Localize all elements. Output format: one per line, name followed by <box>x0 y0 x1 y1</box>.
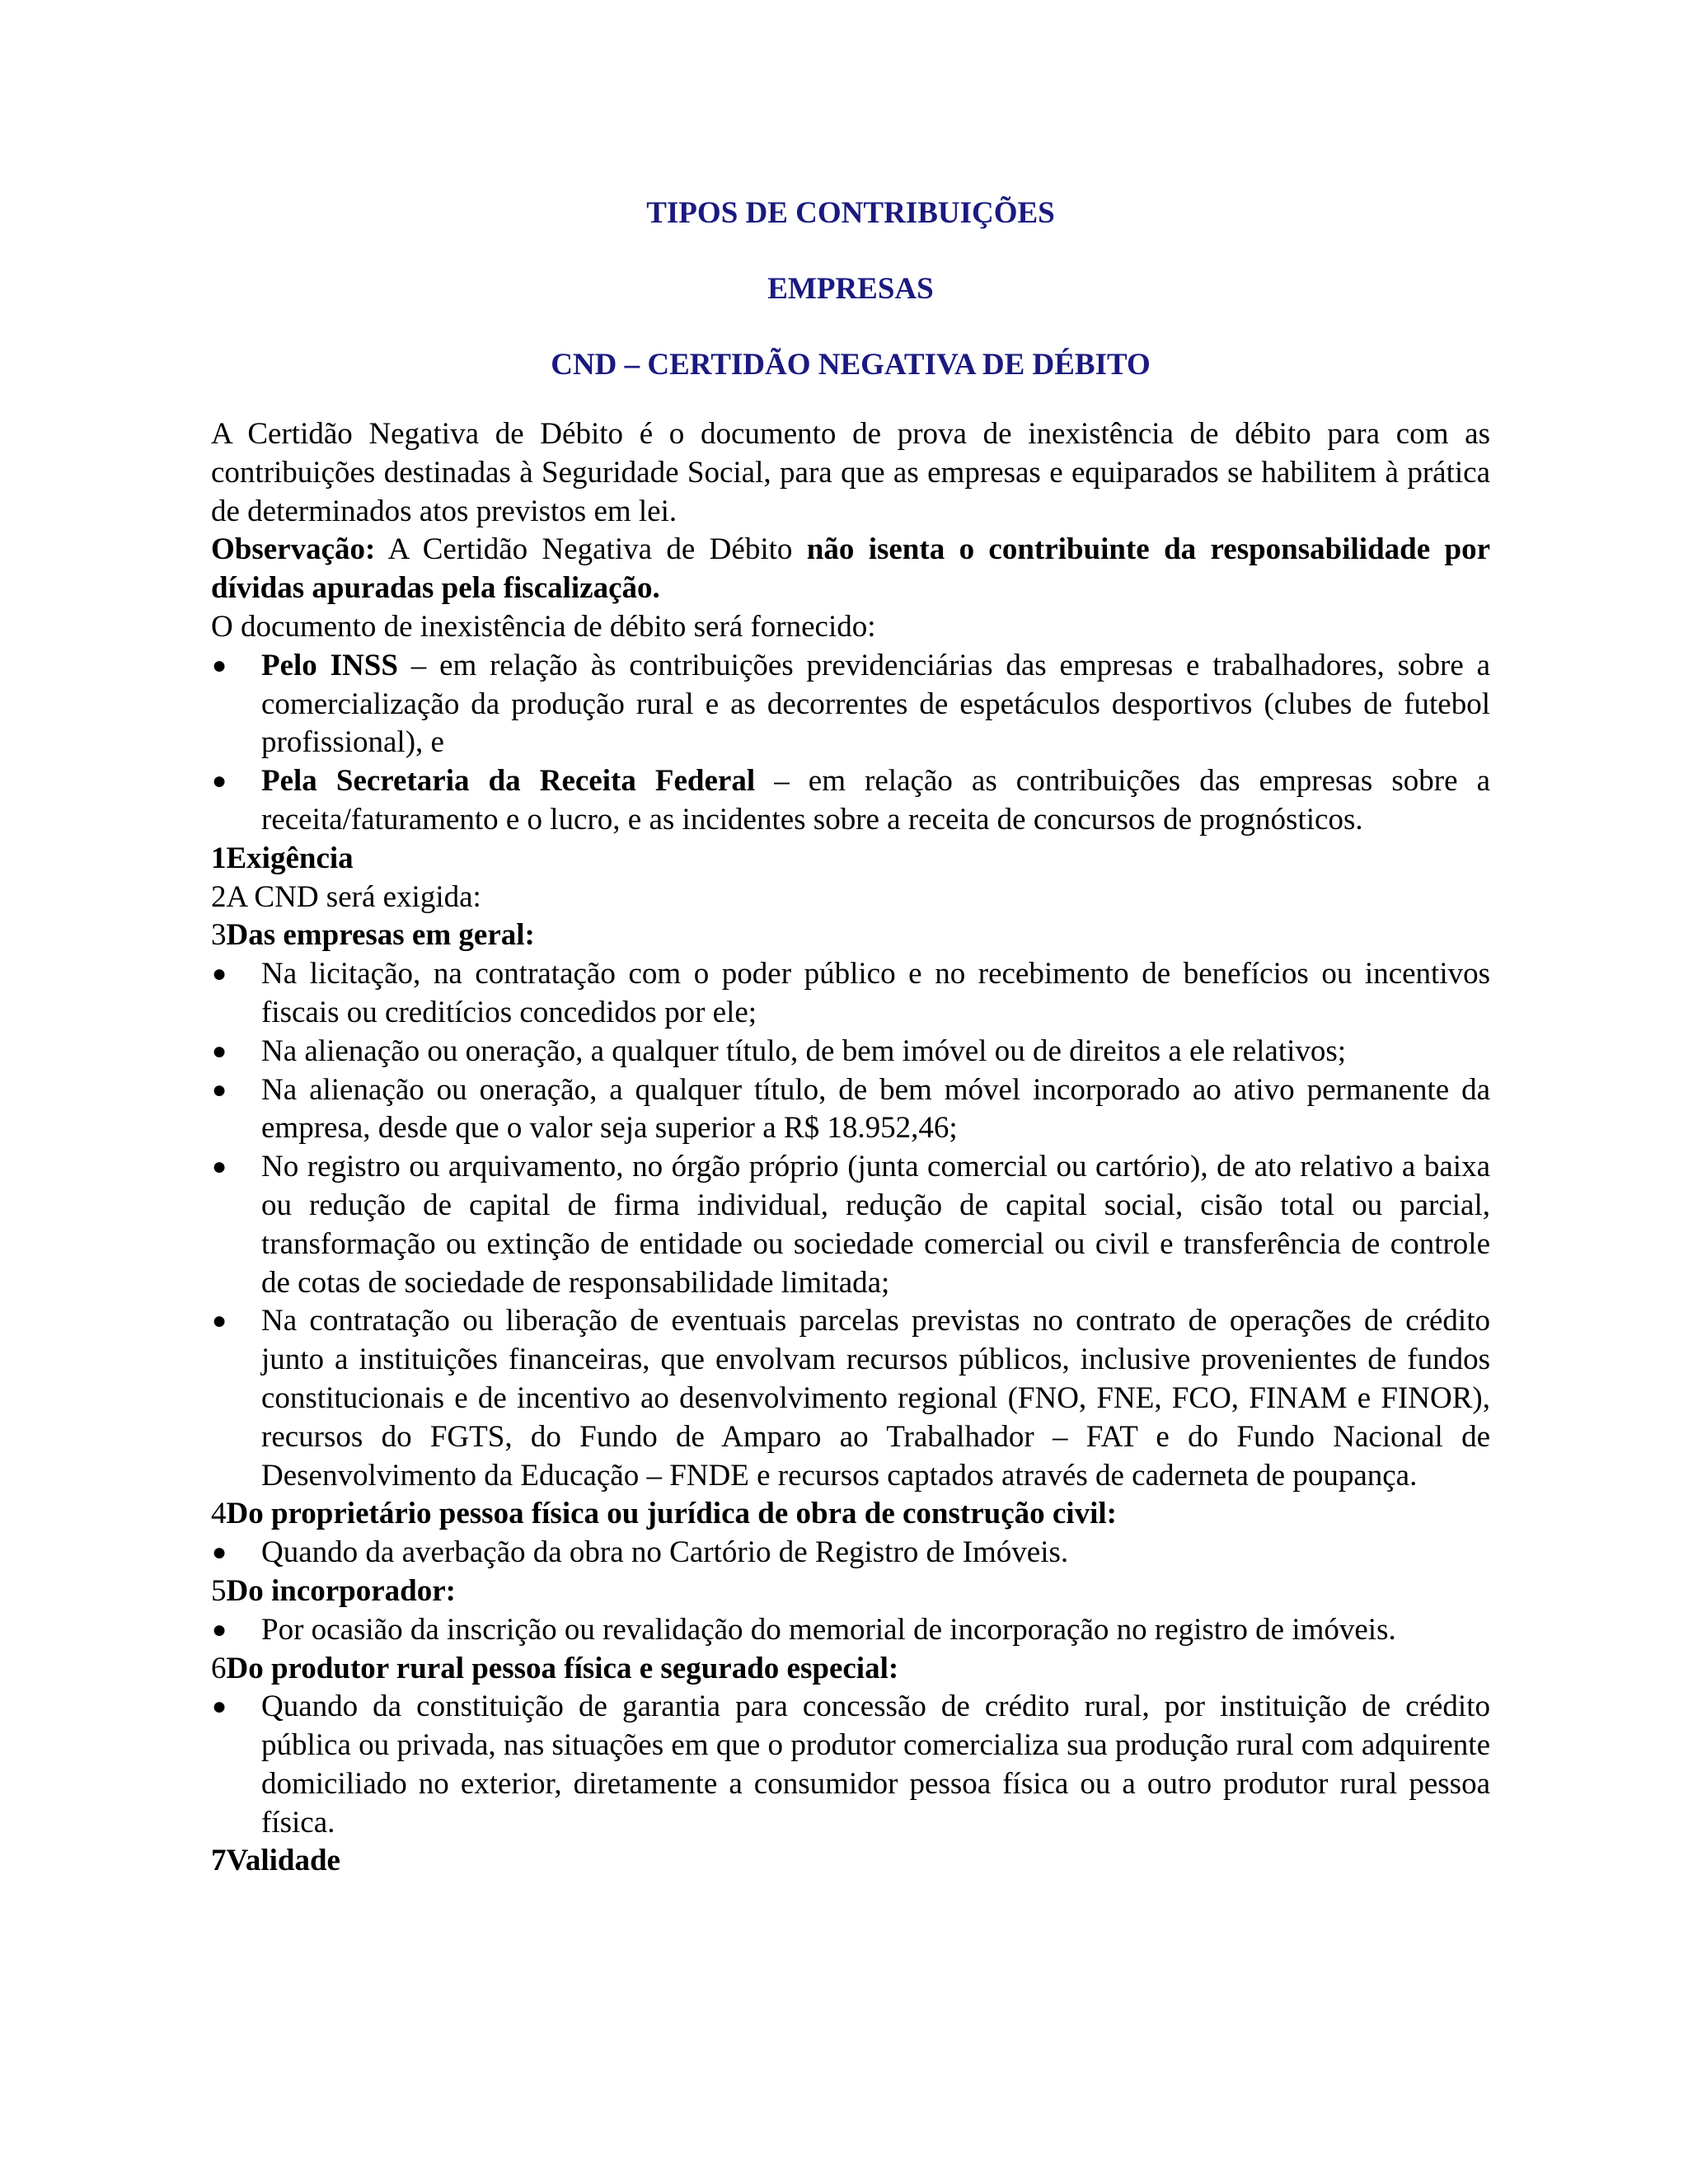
observation-bold-text: não isenta o contribuinte da responsabilidade por dívidas apuradas pela fiscalização. <box>211 532 1491 606</box>
list-item-text: Por ocasião da inscrição ou revalidação do memorial de incorporação no registro de imóveis. <box>261 1612 1396 1647</box>
section-2-text: 2A CND será exigida: <box>211 879 481 914</box>
provider-text: – em relação às contribuições previdenciárias das empresas e trabalhadores, sobre a comercialização da produção rural e as decorrentes de espetáculos desportivos (clubes de futebol profissional), e <box>261 648 1490 760</box>
intro-paragraph: A Certidão Negativa de Débito é o documento de prova de inexistência de débito para com as contribuições destinadas à Seguridade Social, para que as empresas e equiparados se habilitem à prática de determinados atos previstos em lei. <box>211 417 1490 528</box>
list-item <box>211 1148 1490 1302</box>
list-item <box>211 647 1490 762</box>
bullet-icon: ● <box>212 960 227 988</box>
bullet-icon: ● <box>212 1153 227 1181</box>
list-item <box>211 1688 1490 1842</box>
list-item <box>211 1302 1490 1495</box>
section-5-list <box>211 1611 1490 1650</box>
section-1-heading: 1Exigência <box>211 841 354 875</box>
provided-paragraph: O documento de inexistência de débito será fornecido: <box>211 609 876 644</box>
providers-list <box>211 647 1490 840</box>
observation-paragraph <box>211 531 1490 608</box>
list-item-text: Na alienação ou oneração, a qualquer título, de bem imóvel ou de direitos a ele relativos; <box>261 1033 1347 1068</box>
section-7-heading: 7Validade <box>211 1844 340 1878</box>
list-item <box>211 1033 1490 1071</box>
list-item <box>211 1534 1490 1572</box>
bullet-icon: ● <box>212 767 227 795</box>
list-item-text: Na alienação ou oneração, a qualquer título, de bem móvel incorporado ao ativo permanente da empresa, desde que o valor seja superior a R$ 18.952,46; <box>261 1072 1490 1146</box>
section-4-heading: 4Do proprietário pessoa física ou jurídica de obra de construção civil: <box>211 1497 1117 1531</box>
bullet-icon: ● <box>212 1076 227 1104</box>
bullet-icon: ● <box>212 1539 227 1567</box>
list-item-text: Quando da constituição de garantia para concessão de crédito rural, por instituição de crédito pública ou privada, nas situações em que o produtor comercializa sua produção rural com adquirente domiciliado no exterior, diretamente a consumidor pessoa física ou a outro produtor rural pessoa física. <box>261 1690 1490 1840</box>
list-item <box>211 955 1490 1033</box>
bullet-icon: ● <box>212 1693 227 1721</box>
provider-name: Pela Secretaria da Receita Federal <box>261 764 756 799</box>
title-heading: TIPOS DE CONTRIBUIÇÕES <box>646 196 1055 230</box>
bullet-icon: ● <box>212 651 227 679</box>
list-item-text: Na contratação ou liberação de eventuais parcelas previstas no contrato de operações de crédito junto a instituições financeiras, que envolvam recursos públicos, inclusive provenientes de fundos constitucionais e de incentivo ao desenvolvimento regional (FNO, FNE, FCO, FINAM e FINOR), recursos do FGTS, do Fundo de Amparo ao Trabalhador – FAT e do Fundo Nacional de Desenvolvimento da Educação – FNDE e recursos captados através de caderneta de poupança. <box>261 1304 1490 1493</box>
bullet-icon: ● <box>212 1037 227 1065</box>
list-item <box>211 1071 1490 1149</box>
section-6-heading: 6Do produtor rural pessoa física e segurado especial: <box>211 1651 899 1685</box>
observation-label: Observação: <box>211 532 376 567</box>
list-item-text: No registro ou arquivamento, no órgão próprio (junta comercial ou cartório), de ato relativo a baixa ou redução de capital de firma individual, redução de capital social, cisão total ou parcial, transformação ou extinção de entidade ou sociedade comercial ou civil e transferência de controle de cotas de sociedade de responsabilidade limitada; <box>261 1150 1490 1300</box>
list-item-text: Quando da averbação da obra no Cartório de Registro de Imóveis. <box>261 1535 1069 1570</box>
section-heading: CND – CERTIDÃO NEGATIVA DE DÉBITO <box>551 348 1151 382</box>
list-item <box>211 1611 1490 1650</box>
bullet-icon: ● <box>212 1307 227 1335</box>
section-4-list <box>211 1534 1490 1572</box>
list-item <box>211 762 1490 840</box>
provider-name: Pelo INSS <box>261 648 398 682</box>
subtitle-heading: EMPRESAS <box>767 272 934 306</box>
section-3-list <box>211 955 1490 1495</box>
bullet-icon: ● <box>212 1615 227 1643</box>
observation-text: A Certidão Negativa de Débito <box>375 532 807 567</box>
section-6-list <box>211 1688 1490 1842</box>
provider-text: – em relação as contribuições das empresas sobre a receita/faturamento e o lucro, e as incidentes sobre a receita de concursos de prognósticos. <box>261 764 1490 837</box>
document-content <box>211 194 1490 1881</box>
section-5-heading: 5Do incorporador: <box>211 1573 456 1608</box>
section-3-heading: 3Das empresas em geral: <box>211 918 535 953</box>
list-item-text: Na licitação, na contratação com o poder público e no recebimento de benefícios ou incentivos fiscais ou creditícios concedidos por ele; <box>261 957 1490 1029</box>
